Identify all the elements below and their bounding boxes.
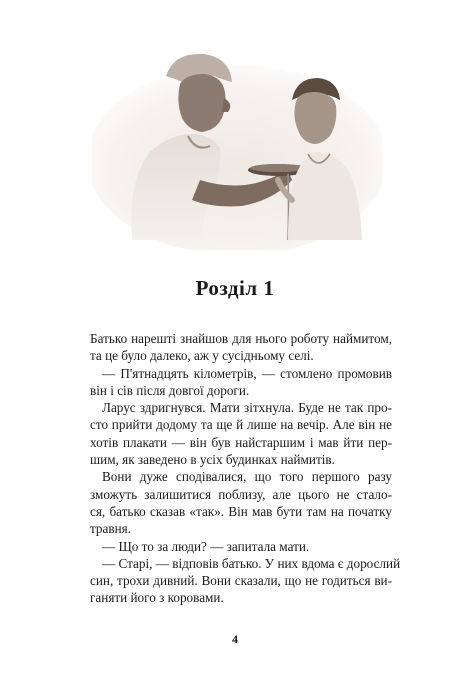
text-line: — Що то за люди? — запитала мати. (102, 538, 310, 554)
paragraph (90, 399, 392, 468)
text-line: — П'ятнадцять кілометрів, — стомлено промовив (102, 365, 392, 381)
paragraph (90, 330, 392, 365)
chapter-text (90, 330, 401, 607)
paragraph (90, 555, 401, 607)
text-line: ганяти його з коровами. (90, 590, 224, 606)
text-line: він і сів після довгої дороги. (90, 382, 250, 398)
text-line: ся, батько сказав «так». Він мав бути там на початку (90, 503, 392, 519)
paragraph (90, 468, 392, 537)
chapter-title: Розділ 1 (195, 276, 275, 300)
text-line: — Старі, — відповів батько. У них вдома є дорослий (102, 555, 401, 571)
text-line: травня. (90, 521, 132, 537)
text-line: син, трохи дивний. Вони сказали, що не годиться ви- (90, 573, 392, 589)
text-line: та це було далеко, аж у сусідньому селі. (90, 348, 314, 364)
text-line: зможуть залишитися поблизу, але цього не стало- (90, 486, 392, 502)
text-line: Вони дуже сподівалися, що того першого разу (102, 469, 392, 485)
text-line: хотів плакати — він був найстаршим і мав йти пер- (90, 434, 392, 450)
paragraph (90, 538, 392, 555)
text-line: Ларус здригнувся. Мати зітхнула. Буде не так про- (102, 400, 392, 416)
paragraph (90, 365, 392, 400)
text-line: сто прийти додому та ще й лише на вечір. Але він не (90, 417, 392, 433)
text-line: Батько нарешті знайшов для нього роботу наймитом, (90, 331, 392, 346)
text-line: шим, як заведено в усіх будинках наймитів. (90, 452, 335, 468)
page-number: 4 (232, 632, 238, 646)
sepia-illustration-icon (92, 40, 382, 250)
